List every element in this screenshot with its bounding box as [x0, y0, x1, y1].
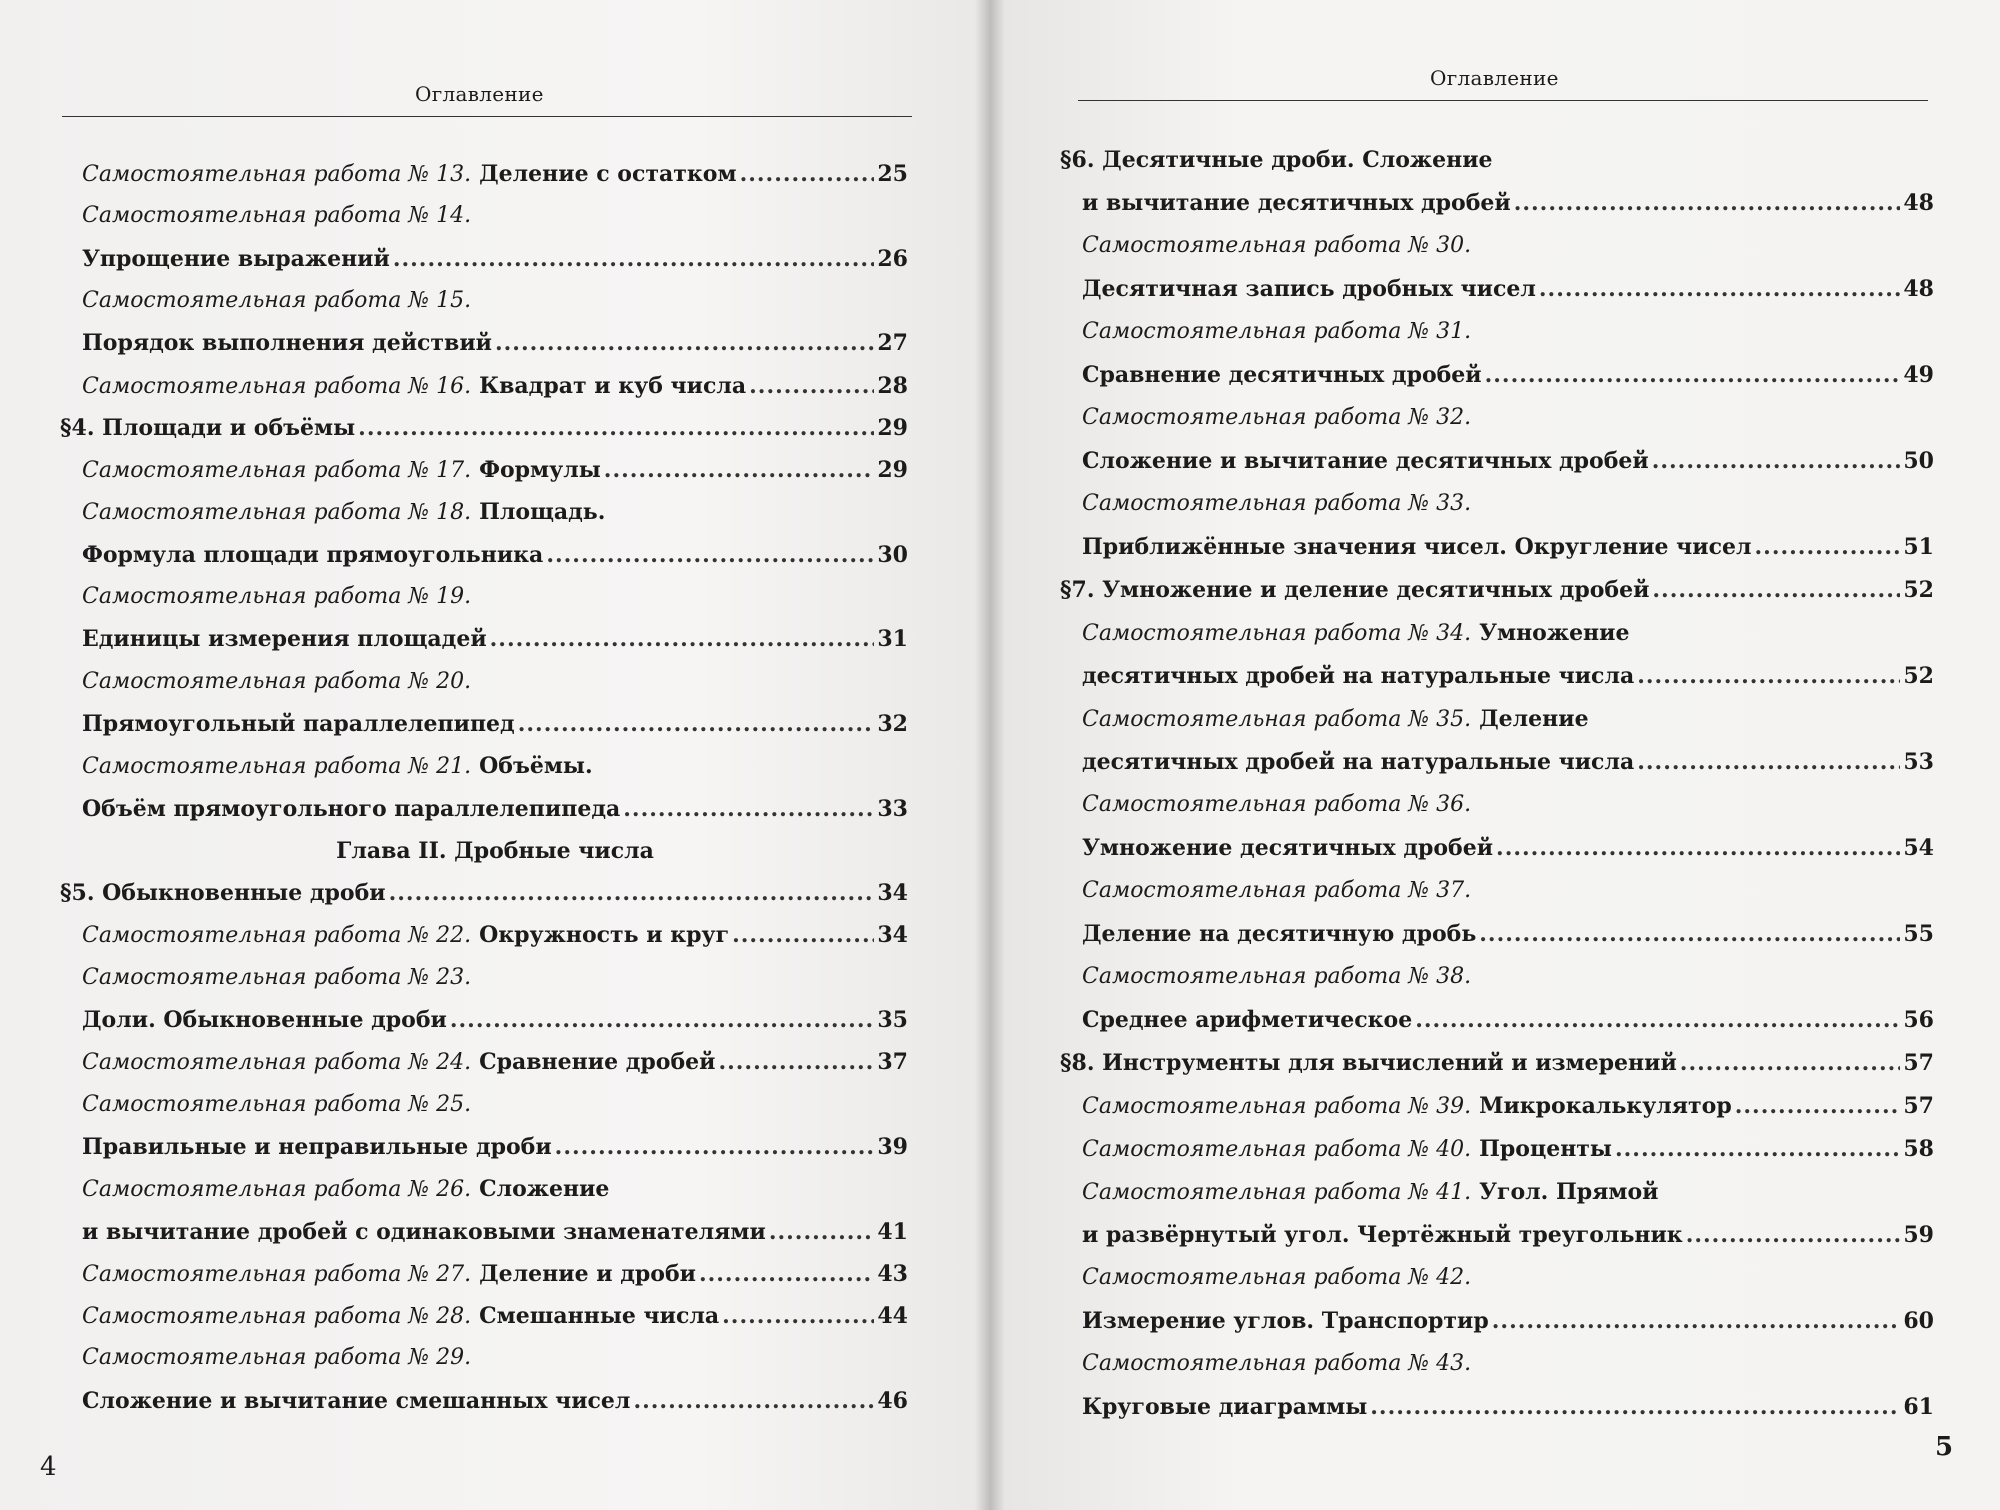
- toc-entry[interactable]: [1082, 834, 1934, 862]
- toc-entry-label: Самостоятельная работа № 18.: [82, 500, 472, 526]
- toc-entry[interactable]: [82, 1260, 908, 1289]
- toc-entry-title: Окружность и круг: [479, 922, 730, 949]
- toc-entry-label: Самостоятельная работа № 36.: [1082, 792, 1472, 817]
- toc-entry-title: и вычитание десятичных дробей: [1082, 190, 1511, 216]
- toc-dot-leader: [718, 1048, 874, 1076]
- toc-entry-title: Среднее арифметическое: [1082, 1007, 1413, 1033]
- toc-entry[interactable]: [82, 245, 908, 273]
- toc-page-number: 29: [877, 414, 908, 441]
- toc-entry-title: Сложение: [479, 1176, 610, 1203]
- toc-dot-leader: [1637, 748, 1900, 776]
- toc-page-number: 59: [1903, 1222, 1934, 1248]
- toc-entry-label: Самостоятельная работа № 33.: [1082, 491, 1472, 516]
- toc-page-number: 48: [1903, 190, 1934, 216]
- toc-entry[interactable]: [1082, 275, 1934, 303]
- toc-dot-leader: [1496, 834, 1900, 862]
- toc-entry[interactable]: [82, 498, 908, 527]
- toc-entry-title: Угол. Прямой: [1479, 1179, 1659, 1205]
- toc-entry-label: Самостоятельная работа № 34.: [1082, 621, 1472, 646]
- toc-entry[interactable]: [82, 329, 908, 357]
- toc-entry-label: Самостоятельная работа № 38.: [1082, 964, 1472, 989]
- toc-dot-leader: [604, 456, 875, 484]
- toc-page-number: 37: [877, 1049, 908, 1076]
- toc-entry-title: Умножение: [1479, 620, 1630, 646]
- toc-list-left: [60, 0, 908, 1510]
- toc-entry-title: Формула площади прямоугольника: [82, 541, 544, 568]
- toc-entry-title: §7. Умножение и деление десятичных дробей: [1060, 577, 1650, 603]
- toc-entry-title: §6. Десятичные дроби. Сложение: [1060, 147, 1493, 173]
- toc-entry[interactable]: [1082, 920, 1934, 948]
- toc-entry[interactable]: [1082, 662, 1934, 690]
- toc-entry[interactable]: [1082, 1006, 1934, 1034]
- toc-page-number: 51: [1903, 534, 1934, 560]
- toc-entry[interactable]: [82, 1344, 908, 1372]
- toc-entry-title: Деление: [1479, 706, 1589, 732]
- toc-entry-title: Микрокалькулятор: [1479, 1093, 1732, 1119]
- toc-page-number: 60: [1903, 1308, 1934, 1334]
- toc-entry-title: Измерение углов. Транспортир: [1082, 1308, 1489, 1334]
- toc-dot-leader: [1686, 1221, 1901, 1249]
- toc-entry[interactable]: [82, 583, 908, 611]
- toc-page-number: 41: [877, 1218, 908, 1245]
- toc-entry[interactable]: [1082, 1264, 1934, 1292]
- toc-dot-leader: [1615, 1135, 1900, 1163]
- toc-page-number: 55: [1903, 921, 1934, 947]
- toc-entry[interactable]: [82, 921, 908, 950]
- toc-entry[interactable]: [82, 456, 908, 485]
- toc-entry-title: Порядок выполнения действий: [82, 330, 492, 357]
- toc-dot-leader: [1415, 1006, 1900, 1034]
- toc-section-entry[interactable]: [60, 414, 908, 442]
- page-number: 4: [40, 1452, 57, 1482]
- toc-entry-label: Самостоятельная работа № 41.: [1082, 1180, 1472, 1205]
- toc-entry-title: Деление с остатком: [479, 161, 737, 187]
- toc-page-number: 33: [877, 795, 908, 822]
- toc-entry-label: Самостоятельная работа № 17.: [82, 458, 472, 484]
- toc-entry[interactable]: [1082, 877, 1934, 905]
- toc-entry[interactable]: [82, 1006, 908, 1034]
- toc-dot-leader: [490, 625, 875, 653]
- toc-entry[interactable]: [1082, 404, 1934, 432]
- toc-entry-title: Доли. Обыкновенные дроби: [82, 1007, 447, 1033]
- toc-page-number: 31: [877, 626, 908, 653]
- toc-entry-title: Круговые диаграммы: [1082, 1394, 1368, 1420]
- running-head: Оглавление: [415, 82, 544, 106]
- toc-entry-title: Объём прямоугольного параллелепипеда: [82, 795, 621, 822]
- toc-entry-label: Самостоятельная работа № 40.: [1082, 1137, 1472, 1162]
- toc-page-number: 50: [1903, 448, 1934, 474]
- toc-entry-title: Правильные и неправильные дроби: [82, 1133, 552, 1160]
- right-page: [990, 0, 2000, 1510]
- toc-page-number: 56: [1903, 1007, 1934, 1033]
- running-head: Оглавление: [1430, 66, 1559, 90]
- toc-entry[interactable]: [82, 625, 908, 653]
- toc-entry-title: и развёрнутый угол. Чертёжный треугольник: [1082, 1222, 1683, 1248]
- toc-entry-title: Сложение и вычитание смешанных чисел: [82, 1387, 631, 1414]
- toc-dot-leader: [699, 1260, 874, 1288]
- toc-entry[interactable]: [1082, 232, 1934, 260]
- toc-chapter-heading: Глава II. Дробные числа: [336, 837, 654, 864]
- toc-list-right: [1060, 0, 1934, 1510]
- toc-dot-leader: [1485, 361, 1901, 389]
- toc-dot-leader: [555, 1133, 875, 1161]
- toc-dot-leader: [358, 414, 874, 442]
- toc-dot-leader: [1539, 275, 1900, 303]
- toc-page-number: 57: [1903, 1050, 1934, 1076]
- toc-page-number: 53: [1903, 749, 1934, 775]
- toc-page-number: 32: [877, 710, 908, 737]
- toc-entry[interactable]: [1082, 490, 1934, 518]
- toc-dot-leader: [633, 1387, 874, 1415]
- toc-entry-label: Самостоятельная работа № 19.: [82, 584, 472, 609]
- toc-entry-title: Квадрат и куб числа: [479, 372, 747, 399]
- toc-page-number: 54: [1903, 835, 1934, 861]
- toc-entry-title: §4. Площади и объёмы: [60, 414, 356, 441]
- toc-dot-leader: [732, 921, 874, 949]
- toc-dot-leader: [546, 541, 874, 569]
- toc-entry[interactable]: [1082, 533, 1934, 561]
- toc-page-number: 49: [1903, 362, 1934, 388]
- toc-entry-label: Самостоятельная работа № 31.: [1082, 319, 1472, 344]
- toc-entry[interactable]: [1082, 189, 1934, 217]
- toc-page-number: 34: [877, 922, 908, 949]
- toc-dot-leader: [1370, 1393, 1900, 1421]
- toc-entry[interactable]: [1082, 1178, 1934, 1207]
- left-page: [0, 0, 990, 1510]
- toc-dot-leader: [450, 1006, 875, 1034]
- toc-entry[interactable]: [1082, 1393, 1934, 1421]
- toc-entry[interactable]: [82, 1387, 908, 1415]
- toc-page-number: 27: [877, 330, 908, 357]
- toc-entry[interactable]: [1082, 447, 1934, 475]
- toc-entry[interactable]: [1082, 1135, 1934, 1164]
- toc-page-number: 25: [877, 161, 908, 187]
- toc-entry-label: Самостоятельная работа № 24.: [82, 1050, 472, 1076]
- toc-page-number: 52: [1903, 663, 1934, 689]
- toc-entry[interactable]: [1082, 619, 1934, 648]
- toc-dot-leader: [389, 879, 875, 907]
- toc-entry-title: §5. Обыкновенные дроби: [60, 880, 386, 907]
- toc-dot-leader: [722, 1302, 874, 1330]
- toc-entry[interactable]: [1082, 318, 1934, 346]
- toc-section-entry[interactable]: [1060, 576, 1934, 604]
- toc-entry[interactable]: [82, 1133, 908, 1161]
- toc-entry-title: Площадь.: [479, 499, 606, 526]
- toc-entry[interactable]: [1082, 1092, 1934, 1121]
- toc-dot-leader: [495, 329, 874, 357]
- toc-entry[interactable]: [82, 668, 908, 696]
- toc-page-number: 29: [877, 457, 908, 484]
- toc-entry-label: Самостоятельная работа № 13.: [82, 162, 472, 187]
- toc-dot-leader: [1735, 1092, 1901, 1120]
- toc-entry-title: Деление и дроби: [479, 1260, 696, 1287]
- toc-page-number: 43: [877, 1260, 908, 1287]
- toc-dot-leader: [1680, 1049, 1901, 1077]
- toc-section-entry[interactable]: [60, 879, 908, 907]
- toc-dot-leader: [1637, 662, 1900, 690]
- toc-dot-leader: [1755, 533, 1901, 561]
- toc-page-number: 57: [1903, 1093, 1934, 1119]
- toc-dot-leader: [740, 160, 875, 188]
- toc-page-number: 34: [877, 880, 908, 907]
- toc-entry-title: Десятичная запись дробных чисел: [1082, 276, 1536, 302]
- toc-entry[interactable]: [82, 795, 908, 823]
- toc-page-number: 39: [877, 1133, 908, 1160]
- toc-entry[interactable]: [1082, 748, 1934, 776]
- toc-entry-title: Упрощение выражений: [82, 245, 390, 272]
- toc-dot-leader: [393, 245, 875, 273]
- toc-page-number: 58: [1903, 1136, 1934, 1162]
- toc-entry-title: десятичных дробей на натуральные числа: [1082, 749, 1635, 775]
- toc-entry[interactable]: [82, 160, 908, 189]
- toc-page-number: 26: [877, 245, 908, 272]
- toc-entry-title: Приближённые значения чисел. Округление чисел: [1082, 534, 1752, 560]
- toc-entry-label: Самостоятельная работа № 42.: [1082, 1265, 1472, 1290]
- toc-entry-title: Единицы измерения площадей: [82, 626, 487, 653]
- toc-entry-title: Объёмы.: [479, 753, 593, 780]
- toc-entry[interactable]: [82, 541, 908, 569]
- toc-entry-label: Самостоятельная работа № 16.: [82, 373, 472, 399]
- toc-section-entry[interactable]: [1060, 146, 1934, 174]
- toc-entry-label: Самостоятельная работа № 37.: [1082, 878, 1472, 903]
- toc-entry-title: Смешанные числа: [479, 1303, 720, 1330]
- toc-entry[interactable]: [82, 202, 908, 230]
- toc-dot-leader: [1514, 189, 1901, 217]
- toc-dot-leader: [1479, 920, 1900, 948]
- toc-entry-label: Самостоятельная работа № 32.: [1082, 405, 1472, 430]
- toc-entry-title: Сравнение дробей: [479, 1049, 716, 1076]
- toc-dot-leader: [1652, 576, 1900, 604]
- toc-entry-label: Самостоятельная работа № 27.: [82, 1261, 472, 1287]
- toc-entry[interactable]: [1082, 705, 1934, 734]
- toc-entry-label: Самостоятельная работа № 30.: [1082, 233, 1472, 258]
- toc-entry-title: Проценты: [1479, 1136, 1612, 1162]
- toc-entry[interactable]: [82, 1175, 908, 1204]
- book-gutter: [975, 0, 1005, 1510]
- page-number: 5: [1935, 1432, 1954, 1462]
- toc-entry-title: Формулы: [479, 457, 601, 484]
- toc-entry[interactable]: [82, 372, 908, 401]
- toc-entry-label: Самостоятельная работа № 28.: [82, 1304, 472, 1330]
- toc-entry[interactable]: [82, 1302, 908, 1331]
- toc-page-number: 35: [877, 1007, 908, 1033]
- toc-entry-label: Самостоятельная работа № 15.: [82, 287, 472, 313]
- toc-page-number: 61: [1903, 1394, 1934, 1420]
- toc-dot-leader: [623, 795, 874, 823]
- toc-entry-label: Самостоятельная работа № 21.: [82, 754, 472, 780]
- toc-entry-title: и вычитание дробей с одинаковыми знаменателями: [82, 1218, 766, 1245]
- toc-entry[interactable]: [1082, 1221, 1934, 1249]
- toc-entry-label: Самостоятельная работа № 39.: [1082, 1094, 1472, 1119]
- toc-entry[interactable]: [82, 710, 908, 738]
- toc-entry[interactable]: [1082, 791, 1934, 819]
- toc-page-number: 52: [1903, 577, 1934, 603]
- toc-entry-title: Сравнение десятичных дробей: [1082, 362, 1482, 388]
- toc-entry-label: Самостоятельная работа № 35.: [1082, 707, 1472, 732]
- toc-entry-label: Самостоятельная работа № 22.: [82, 923, 472, 949]
- toc-entry[interactable]: [1082, 1307, 1934, 1335]
- toc-entry-label: Самостоятельная работа № 26.: [82, 1177, 472, 1203]
- toc-entry[interactable]: [1082, 361, 1934, 389]
- toc-dot-leader: [749, 372, 874, 400]
- toc-entry[interactable]: [82, 1218, 908, 1246]
- toc-page-number: 28: [877, 372, 908, 399]
- toc-entry[interactable]: [82, 752, 908, 781]
- toc-dot-leader: [769, 1218, 875, 1246]
- toc-entry-title: Умножение десятичных дробей: [1082, 835, 1494, 861]
- toc-entry[interactable]: [1082, 963, 1934, 991]
- toc-entry[interactable]: [82, 1048, 908, 1077]
- toc-entry-label: Самостоятельная работа № 29.: [82, 1345, 472, 1371]
- toc-page-number: 44: [877, 1303, 908, 1330]
- toc-dot-leader: [1492, 1307, 1901, 1335]
- toc-entry-label: Самостоятельная работа № 14.: [82, 203, 472, 229]
- toc-page-number: 48: [1903, 276, 1934, 302]
- toc-page-number: 46: [877, 1387, 908, 1414]
- toc-entry[interactable]: [82, 1091, 908, 1119]
- toc-entry-title: §8. Инструменты для вычислений и измерений: [1060, 1050, 1677, 1076]
- toc-entry-title: Деление на десятичную дробь: [1082, 921, 1477, 947]
- toc-entry-title: Прямоугольный параллелепипед: [82, 710, 515, 737]
- toc-entry-label: Самостоятельная работа № 23.: [82, 964, 472, 990]
- toc-entry-label: Самостоятельная работа № 43.: [1082, 1351, 1472, 1376]
- toc-entry[interactable]: [82, 287, 908, 315]
- toc-entry[interactable]: [1082, 1350, 1934, 1378]
- toc-entry-label: Самостоятельная работа № 25.: [82, 1091, 472, 1117]
- toc-entry-title: Сложение и вычитание десятичных дробей: [1082, 448, 1649, 474]
- toc-entry-title: десятичных дробей на натуральные числа: [1082, 663, 1635, 689]
- toc-entry-label: Самостоятельная работа № 20.: [82, 668, 472, 694]
- toc-dot-leader: [518, 710, 875, 738]
- toc-page-number: 30: [877, 541, 908, 568]
- toc-dot-leader: [1652, 447, 1901, 475]
- toc-section-entry[interactable]: [1060, 1049, 1934, 1077]
- toc-entry[interactable]: [82, 964, 908, 992]
